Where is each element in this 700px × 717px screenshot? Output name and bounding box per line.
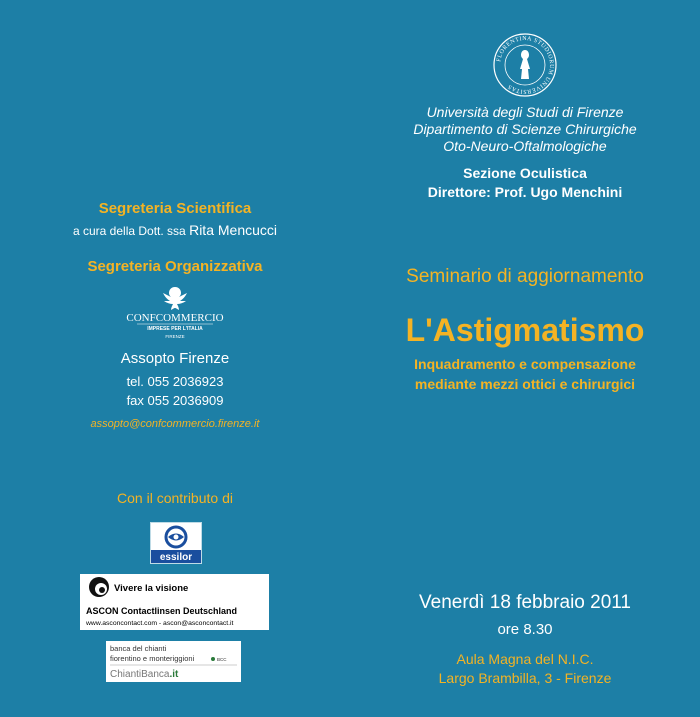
ascon-eye-icon <box>80 574 269 630</box>
chiantibanca-logo <box>106 641 241 682</box>
ascon-brand-line <box>86 606 237 616</box>
chianti-brand-line <box>110 669 179 680</box>
segreteria-organizzativa-heading: Segreteria Organizzativa <box>87 258 263 275</box>
university-block <box>350 104 700 155</box>
direttore: Direttore: Prof. Ugo Menchini <box>427 184 623 200</box>
location-address: Largo Brambilla, 3 - Firenze <box>438 670 612 686</box>
assopto-fax: fax 055 2036909 <box>126 393 224 408</box>
chianti-badge: BCC <box>217 657 227 662</box>
confcommercio-city: FIRENZE <box>165 334 185 339</box>
bcc-icon <box>211 657 215 661</box>
sezione-name: Sezione Oculistica <box>463 165 587 181</box>
location-hall: Aula Magna del N.I.C. <box>456 651 594 667</box>
ascon-slogan: Vivere la visione <box>114 583 189 594</box>
assopto-name: Assopto Firenze <box>120 350 230 367</box>
subtitle-line1: Inquadramento e compensazione <box>414 356 636 372</box>
event-title: L'Astigmatismo <box>405 312 645 348</box>
sezione-block <box>350 164 700 202</box>
assopto-email-link[interactable]: assopto@confcommercio.firenze.it <box>90 418 260 430</box>
essilor-wordmark: essilor <box>159 552 193 563</box>
chianti-line1: banca del chianti <box>110 644 167 653</box>
event-location <box>350 650 700 688</box>
chiantibanca-mark <box>106 641 241 682</box>
chianti-line2: fiorentino e monteriggioni <box>110 654 195 663</box>
subtitle-line2: mediante mezzi ottici e chirurgici <box>414 376 636 392</box>
segreteria-scientifica-heading: Segreteria Scientifica <box>98 200 252 217</box>
eagle-icon <box>115 285 235 340</box>
contributo-heading: Con il contributo di <box>117 490 233 506</box>
university-name: Università degli Studi di Firenze <box>426 104 624 120</box>
confcommercio-name: CONFCOMMERCIO <box>126 312 224 324</box>
essilor-eye-icon <box>151 523 201 563</box>
seal-icon <box>492 32 558 98</box>
essilor-logo <box>150 522 202 564</box>
assopto-tel: tel. 055 2036923 <box>126 374 224 389</box>
university-seal <box>492 32 558 98</box>
event-date: Venerdì 18 febbraio 2011 <box>419 592 631 613</box>
event-time: ore 8.30 <box>497 621 553 638</box>
event-subtitle <box>350 354 700 394</box>
confcommercio-logo <box>115 285 235 340</box>
chianti-suffix: .it <box>169 669 179 680</box>
chianti-brand: ChiantiBanca <box>110 669 170 680</box>
ascon-brand: ASCON <box>86 606 119 616</box>
curated-name: Rita Mencucci <box>189 222 277 238</box>
confcommercio-tagline: IMPRESE PER L'ITALIA <box>147 326 203 332</box>
ascon-logo <box>80 574 269 630</box>
seminario-heading: Seminario di aggiornamento <box>406 266 644 287</box>
ascon-contact[interactable]: www.asconcontact.com - ascon@asconcontact.it <box>86 620 234 627</box>
department-name-cont: Oto-Neuro-Oftalmologiche <box>443 138 607 154</box>
curated-by-line <box>0 222 350 238</box>
seal-text: FLORENTINA STUDIORUM UNIVERSITAS <box>496 35 555 95</box>
ascon-brand-rest: Contactlinsen Deutschland <box>121 606 238 616</box>
department-name: Dipartimento di Scienze Chirurgiche <box>413 121 637 137</box>
curated-prefix: a cura della Dott. ssa <box>73 224 186 238</box>
